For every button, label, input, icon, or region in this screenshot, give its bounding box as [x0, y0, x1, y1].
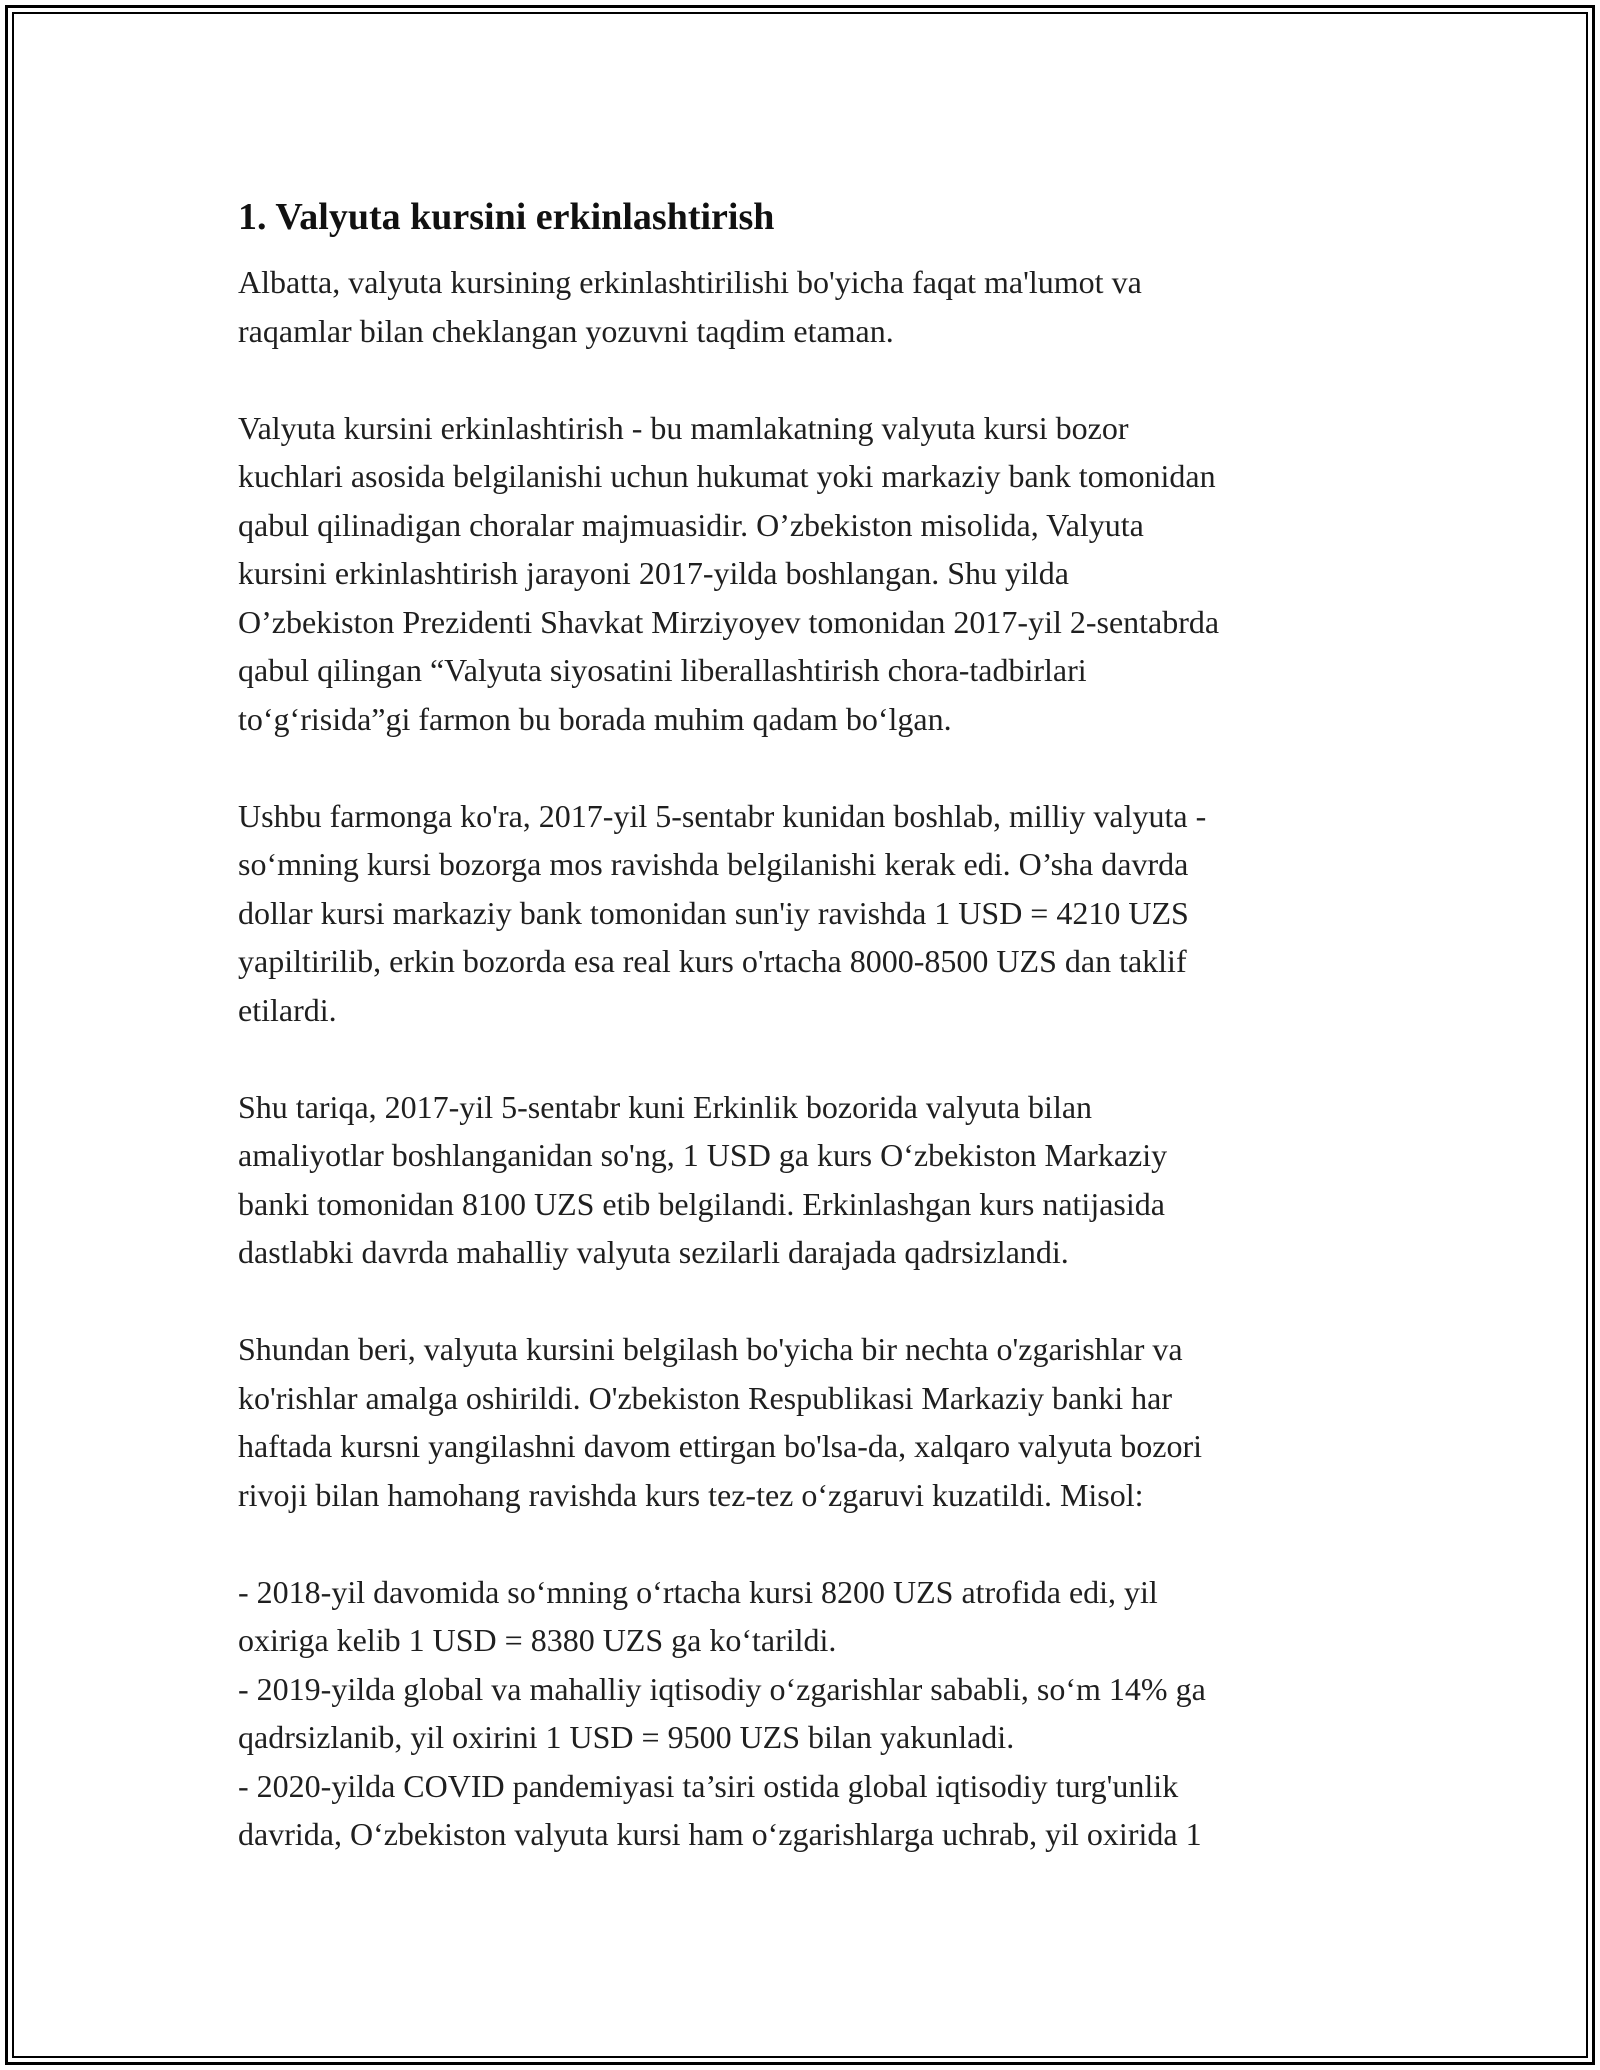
document-body	[238, 194, 1398, 1859]
section-heading: 1. Valyuta kursini erkinlashtirish	[238, 196, 775, 238]
page-border	[5, 5, 1595, 2065]
paragraph-definition: Valyuta kursini erkinlashtirish - bu mamlakatning valyuta kursi bozor kuchlari asosida belgilanishi uchun hukumat yoki markaziy bank tomonidan qabul qilinadigan choralar majmuasidir. O’zbekiston misolida, Valyuta kursini erkinlashtirish jarayoni 2017-yilda boshlangan. Shu yilda O’zbekiston Prezidenti Shavkat Mirziyoyev tomonidan 2017-yil 2-sentabrda qabul qilingan “Valyuta siyosatini liberallashtirish chora-tadbirlari to‘g‘risida”gi farmon bu borada muhim qadam bo‘lgan.	[238, 409, 1220, 737]
paragraph-rate-set: Shu tariqa, 2017-yil 5-sentabr kuni Erkinlik bozorida valyuta bilan amaliyotlar boshlanganidan so'ng, 1 USD ga kurs O‘zbekiston Markaziy banki tomonidan 8100 UZS etib belgilandi. Erkinlashgan kurs natijasida dastlabki davrda mahalliy valyuta sezilarli darajada qadrsizlandi.	[238, 1088, 1168, 1270]
paragraph-intro: Albatta, valyuta kursining erkinlashtirilishi bo'yicha faqat ma'lumot va raqamlar bilan cheklangan yozuvni taqdim etaman.	[238, 264, 1142, 349]
paragraph-changes: Shundan beri, valyuta kursini belgilash bo'yicha bir nechta o'zgarishlar va ko'rishlar amalga oshirildi. O'zbekiston Respublikasi Markaziy banki har haftada kursni yangilashni davom ettirgan bo'lsa-da, xalqaro valyuta bozori rivoji bilan hamohang ravishda kurs tez-tez o‘zgaruvi kuzatildi. Misol:	[238, 1331, 1202, 1513]
page-border-inner	[12, 12, 1588, 2058]
paragraph-decree: Ushbu farmonga ko'ra, 2017-yil 5-sentabr kunidan boshlab, milliy valyuta - so‘mning kursi bozorga mos ravishda belgilanishi kerak edi. O’sha davrda dollar kursi markaziy bank tomonidan sun'iy ravishda 1 USD = 4210 UZS yapiltirilib, erkin bozorda esa real kurs o'rtacha 8000-8500 UZS dan taklif etilardi.	[238, 797, 1207, 1028]
paragraph-yearly-list: - 2018-yil davomida so‘mning o‘rtacha kursi 8200 UZS atrofida edi, yil oxiriga kelib 1 USD = 8380 UZS ga ko‘tarildi. - 2019-yilda global va mahalliy iqtisodiy o‘zgarishlar sababli, so‘m 14% ga qadrsizlanib, yil oxirini 1 USD = 9500 UZS bilan yakunladi. - 2020-yilda COVID pandemiyasi ta’siri ostida global iqtisodiy turg'unlik davrida, O‘zbekiston valyuta kursi ham o‘zgarishlarga uchrab, yil oxirida 1	[238, 1573, 1206, 1852]
